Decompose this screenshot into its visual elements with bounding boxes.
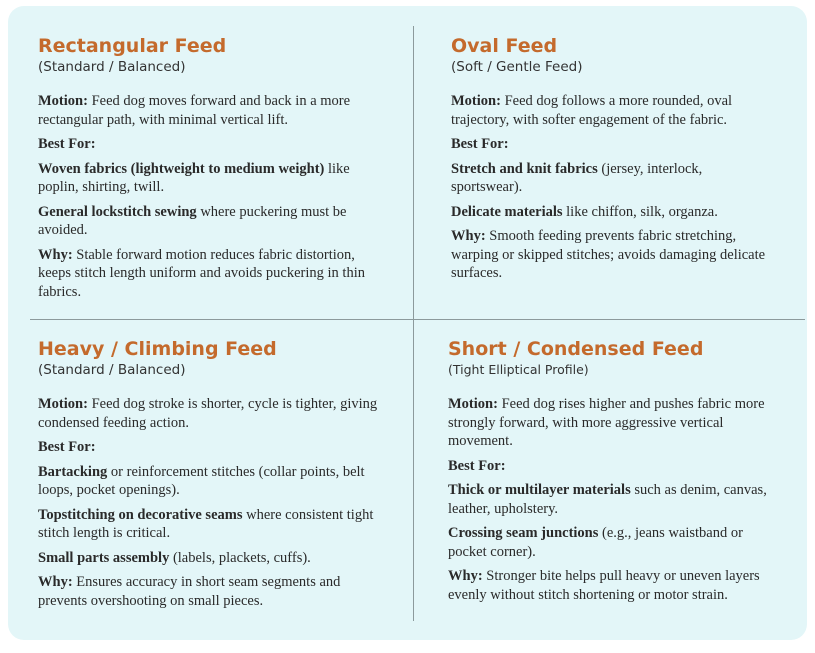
best-for-item: Small parts assembly (labels, plackets, cuffs). [38,549,311,566]
motion-text: Feed dog moves forward and back in a more rectangular path, with minimal vertical lift. [38,93,351,128]
section-title: Oval Feed [451,35,558,57]
horizontal-divider [30,319,805,320]
why-paragraph: Why: Ensures accuracy in short seam segments and prevents overshooting on small pieces. [38,574,341,609]
motion-paragraph [38,92,378,129]
best-for-item: Delicate materials like chiffon, silk, organza. [451,203,718,220]
why-paragraph: Why: Stable forward motion reduces fabric distortion, keeps stitch length uniform and avoids puckering in thin fabrics. [38,246,365,300]
best-for-item: Stretch and knit fabrics (jersey, interlock, sportswear). [451,160,703,195]
vertical-divider [413,26,414,621]
section-title: Rectangular Feed [38,35,227,57]
why-label: Why: [448,568,483,584]
why-label: Why: [38,246,73,263]
best-for-item: Topstitching on decorative seams where consistent tight stitch length is critical. [38,506,374,541]
motion-text: Feed dog rises higher and pushes fabric more strongly forward, with more aggressive vertical movement. [448,396,765,449]
why-paragraph: Why: Smooth feeding prevents fabric stretching, warping or skipped stitches; avoids damaging delicate surfaces. [451,228,766,281]
motion-text: Feed dog stroke is shorter, cycle is tighter, giving condensed feeding action. [38,396,378,431]
oval-feed-section [451,34,771,289]
best-for-item: General lockstitch sewing where puckering must be avoided. [38,203,347,238]
best-for-item: Thick or multilayer materials such as denim, canvas, leather, upholstery. [448,482,767,517]
heavy-climbing-feed-section [38,337,378,616]
best-for-heading: Best For: [38,136,96,152]
section-title: Heavy / Climbing Feed [38,338,277,360]
best-for-item: Bartacking or reinforcement stitches (collar points, belt loops, pocket openings). [38,463,365,498]
best-for-heading: Best For: [38,439,96,455]
section-subtitle: (Tight Elliptical Profile) [448,362,589,377]
rectangular-feed-section [38,34,378,307]
why-label: Why: [451,228,486,244]
motion-label: Motion: [448,396,498,412]
best-for-heading: Best For: [448,457,506,474]
motion-label: Motion: [451,93,501,109]
motion-paragraph [38,395,378,432]
motion-label: Motion: [38,93,88,109]
section-title: Short / Condensed Feed [448,338,704,360]
short-condensed-feed-section [448,337,783,610]
motion-label: Motion: [38,396,88,412]
motion-text: Feed dog follows a more rounded, oval trajectory, with softer engagement of the fabric. [451,93,733,128]
section-subtitle: (Standard / Balanced) [38,59,186,75]
motion-paragraph [451,92,771,129]
section-subtitle: (Soft / Gentle Feed) [451,59,583,75]
why-paragraph: Why: Stronger bite helps pull heavy or uneven layers evenly without stitch shortening or motor strain. [448,568,760,603]
best-for-heading: Best For: [451,136,509,152]
why-label: Why: [38,574,73,590]
best-for-item: Woven fabrics (lightweight to medium weight) like poplin, shirting, twill. [38,160,350,195]
motion-paragraph [448,395,783,451]
section-subtitle: (Standard / Balanced) [38,362,186,378]
best-for-item: Crossing seam junctions (e.g., jeans waistband or pocket corner). [448,525,743,560]
